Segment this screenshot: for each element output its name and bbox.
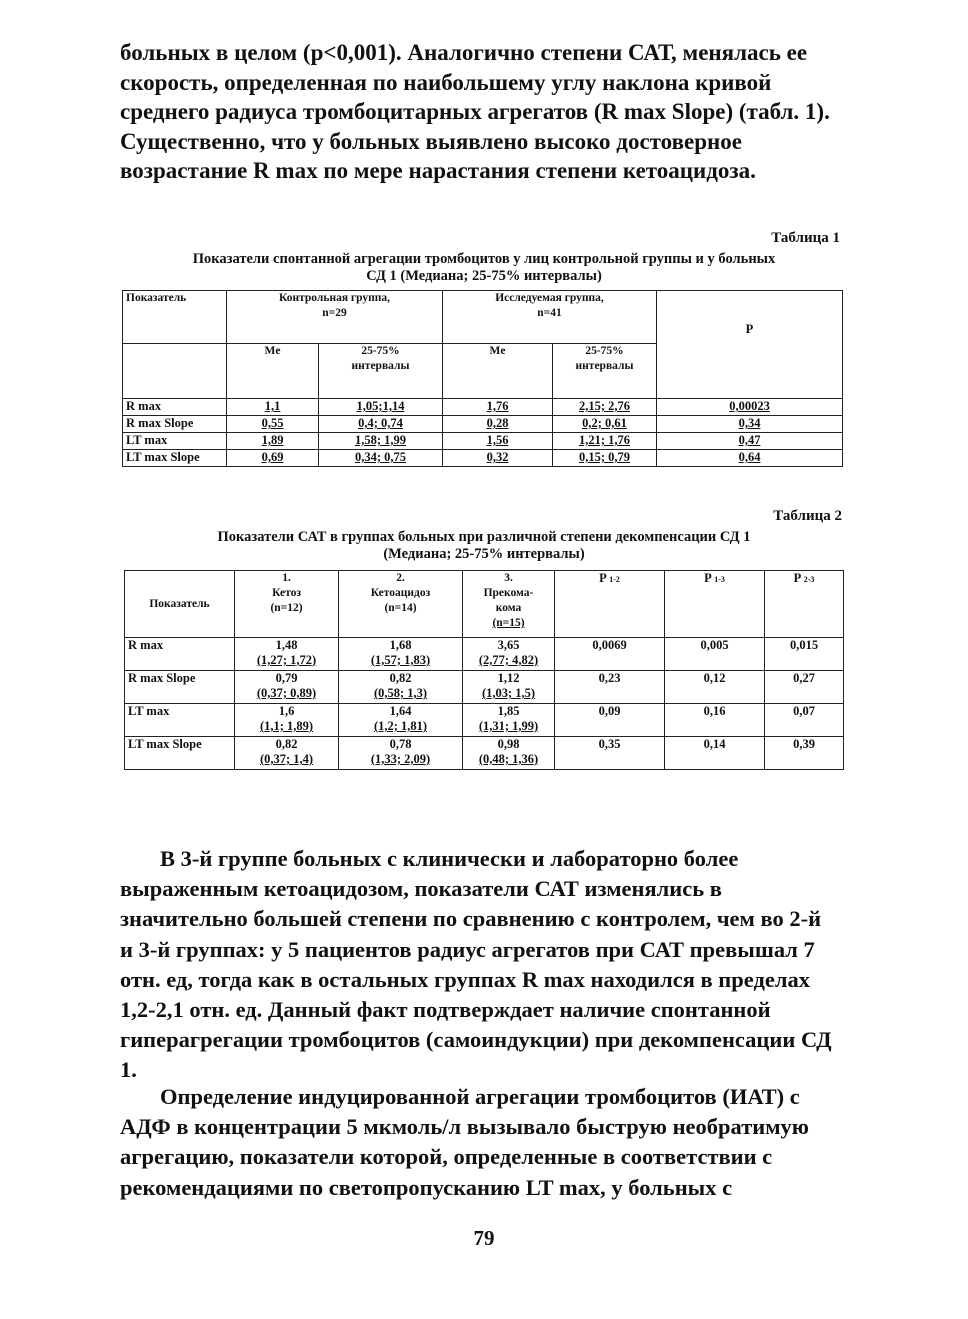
table-row <box>125 671 844 704</box>
row-label: LT max Slope <box>123 450 227 467</box>
body-paragraph <box>120 844 856 1086</box>
table-cell <box>339 638 463 671</box>
table-cell: 0,27 <box>765 671 844 704</box>
table-cell: 0,39 <box>765 737 844 770</box>
text-line: АДФ в концентрации 5 мкмоль/л вызывало быструю необратимую <box>120 1114 809 1140</box>
header-subscript: 2-3 <box>803 575 815 584</box>
cell-interval: (1,2; 1,81) <box>373 719 428 733</box>
row-label: LT max <box>125 704 235 737</box>
cell-median: 0,79 <box>275 671 298 685</box>
cell-median: 1,68 <box>389 638 412 652</box>
cell-interval: (2,77; 4,82) <box>478 653 539 667</box>
header-subscript: 1-2 <box>609 575 620 584</box>
text-line: среднего радиуса тромбоцитарных агрегатов (R max Slope) (табл. 1). <box>120 99 830 125</box>
cell-interval: (0,48; 1,36) <box>478 752 539 766</box>
cell-median: 1,6 <box>278 704 295 718</box>
table-cell <box>463 671 555 704</box>
table-cell: 1,1 <box>227 399 319 416</box>
table-row <box>123 450 843 467</box>
table-row <box>123 416 843 433</box>
table-cell: 0,28 <box>443 416 553 433</box>
header-text: Кетоз <box>272 587 301 599</box>
table-cell: 0,23 <box>555 671 665 704</box>
header-text: (n=12) <box>270 602 303 614</box>
table-cell: 0,34; 0,75 <box>319 450 443 467</box>
cell-median: 0,98 <box>497 737 520 751</box>
table-cell <box>463 638 555 671</box>
table-cell: 1,21; 1,76 <box>553 433 657 450</box>
table-cell <box>463 704 555 737</box>
page-number: 79 <box>473 1226 495 1250</box>
table-cell: 1,56 <box>443 433 553 450</box>
row-label: LT max <box>123 433 227 450</box>
header-text: Прекома- <box>483 587 534 599</box>
cell-interval: (0,37; 0,89) <box>256 686 317 700</box>
table-header-row <box>123 291 843 344</box>
text-line: гиперагрегации тромбоцитов (самоиндукции) при декомпенсации СД <box>120 1027 832 1053</box>
table-row <box>125 737 844 770</box>
table-cell <box>339 704 463 737</box>
caption-line: Показатели спонтанной агрегации тромбоцитов у лиц контрольной группы и у больных <box>192 251 776 267</box>
header-cell <box>665 571 765 638</box>
header-cell <box>555 571 665 638</box>
table-cell: 0,69 <box>227 450 319 467</box>
header-cell <box>319 344 443 399</box>
table-cell: 0,64 <box>657 450 843 467</box>
header-text: 25-75% <box>585 345 624 357</box>
row-label: R max <box>123 399 227 416</box>
text-line: выраженным кетоацидозом, показатели САТ изменялись в <box>120 876 722 902</box>
table-cell: 0,34 <box>657 416 843 433</box>
header-text: кома <box>495 602 522 614</box>
text-line: Определение индуцированной агрегации тромбоцитов (ИАТ) с <box>160 1084 800 1109</box>
text-line: 1,2-2,1 отн. ед. Данный факт подтверждает наличие спонтанной <box>120 997 771 1023</box>
header-cell <box>553 344 657 399</box>
header-text: 1. <box>282 572 291 584</box>
table1-caption <box>125 251 843 285</box>
table-cell: 0,16 <box>665 704 765 737</box>
cell-median: 0,82 <box>275 737 298 751</box>
caption-line: (Медиана; 25-75% интервалы) <box>383 546 585 562</box>
header-text: 25-75% <box>361 345 400 357</box>
cell-interval: (0,58; 1,3) <box>373 686 428 700</box>
header-text: Контрольная группа, <box>278 292 391 304</box>
row-label: R max <box>125 638 235 671</box>
text-line: рекомендациями по светопропусканию LT max, у больных с <box>120 1174 733 1200</box>
caption-line: Показатели САТ в группах больных при различной степени декомпенсации СД 1 <box>217 529 751 545</box>
table-cell <box>339 671 463 704</box>
header-cell <box>123 344 227 399</box>
cell-median: 0,78 <box>389 737 412 751</box>
table-cell <box>235 638 339 671</box>
cell-interval: (1,31; 1,99) <box>478 719 539 733</box>
table-cell: 0,55 <box>227 416 319 433</box>
table-row <box>125 638 844 671</box>
header-text: Кетоацидоз <box>370 587 431 599</box>
table-cell: 0,015 <box>765 638 844 671</box>
header-text: n=29 <box>322 307 347 319</box>
table-cell: 0,00023 <box>657 399 843 416</box>
header-text: P <box>704 571 712 585</box>
table-row <box>123 433 843 450</box>
table-cell <box>235 704 339 737</box>
header-text: 3. <box>504 572 513 584</box>
table-cell <box>339 737 463 770</box>
row-label: LT max Slope <box>125 737 235 770</box>
text-line: и 3-й группах: у 5 пациентов радиус агрегатов при САТ превышал 7 <box>120 936 815 962</box>
table-cell: 0,12 <box>665 671 765 704</box>
text-line: больных в целом (p<0,001). Аналогично степени САТ, менялась ее <box>120 40 808 65</box>
header-text: n=41 <box>537 307 562 319</box>
header-cell: Показатель <box>125 571 235 638</box>
table-header-row <box>125 571 844 638</box>
text-line: значительно большей степени по сравнению с контролем, чем во 2-й <box>120 906 822 932</box>
header-cell <box>339 571 463 638</box>
table-cell: 0,14 <box>665 737 765 770</box>
table-cell: 1,89 <box>227 433 319 450</box>
table-cell: 0,47 <box>657 433 843 450</box>
text-line: Существенно, что у больных выявлено высоко достоверное <box>120 128 742 154</box>
cell-interval: (1,03; 1,5) <box>481 686 536 700</box>
text-line: агрегацию, показатели которой, определенные в соответствии с <box>120 1144 773 1170</box>
header-cell <box>765 571 844 638</box>
table-cell: 0,005 <box>665 638 765 671</box>
cell-median: 1,64 <box>389 704 412 718</box>
cell-interval: (1,57; 1,83) <box>370 653 431 667</box>
table-cell: 1,76 <box>443 399 553 416</box>
table-row <box>125 704 844 737</box>
header-cell: P <box>657 291 843 399</box>
table-cell: 1,05;1,14 <box>319 399 443 416</box>
cell-interval: (1,1; 1,89) <box>259 719 314 733</box>
body-paragraph <box>120 1082 856 1203</box>
header-cell <box>463 571 555 638</box>
table-cell: 0,32 <box>443 450 553 467</box>
table-cell: 0,35 <box>555 737 665 770</box>
text-line: 1. <box>120 1057 137 1083</box>
table-cell: 2,15; 2,76 <box>553 399 657 416</box>
header-text: Исследуемая группа, <box>495 292 604 304</box>
header-text: интервалы <box>351 360 410 372</box>
table-cell: 0,0069 <box>555 638 665 671</box>
text-line: В 3-й группе больных с клинически и лабораторно более <box>160 846 739 871</box>
cell-median: 1,12 <box>497 671 520 685</box>
text-line: скорость, определенная по наибольшему углу наклона кривой <box>120 69 772 95</box>
text-line: отн. ед, тогда как в остальных группах R max находился в пределах <box>120 966 810 992</box>
header-cell <box>235 571 339 638</box>
table-cell <box>235 737 339 770</box>
cell-median: 3,65 <box>497 638 520 652</box>
table1 <box>122 290 843 467</box>
table1-label: Таблица 1 <box>771 230 840 246</box>
header-text: P <box>599 571 607 585</box>
table-cell: 0,2; 0,61 <box>553 416 657 433</box>
table-cell: 0,4; 0,74 <box>319 416 443 433</box>
text-line: возрастание R max по мере нарастания степени кетоацидоза. <box>120 158 756 184</box>
header-cell <box>227 291 443 344</box>
table-cell: 1,58; 1,99 <box>319 433 443 450</box>
cell-interval: (1,27; 1,72) <box>256 653 317 667</box>
row-label: R max Slope <box>123 416 227 433</box>
intro-paragraph <box>120 38 848 186</box>
header-cell: Me <box>443 344 553 399</box>
table2 <box>124 570 844 770</box>
cell-median: 1,85 <box>497 704 520 718</box>
row-label: R max Slope <box>125 671 235 704</box>
header-cell: Me <box>227 344 319 399</box>
header-cell: Показатель <box>123 291 227 344</box>
table-cell: 0,15; 0,79 <box>553 450 657 467</box>
header-text: (n=15) <box>492 617 525 629</box>
table2-caption <box>125 529 843 563</box>
cell-median: 1,48 <box>275 638 298 652</box>
header-text: 2. <box>396 572 405 584</box>
table2-label: Таблица 2 <box>773 508 842 524</box>
cell-interval: (1,33; 2,09) <box>370 752 431 766</box>
table-cell: 0,07 <box>765 704 844 737</box>
table-cell: 0,09 <box>555 704 665 737</box>
table-cell <box>463 737 555 770</box>
header-text: интервалы <box>575 360 634 372</box>
table-row <box>123 399 843 416</box>
header-cell <box>443 291 657 344</box>
header-text: P <box>793 571 801 585</box>
table-cell <box>235 671 339 704</box>
caption-line: СД 1 (Медиана; 25-75% интервалы) <box>366 268 602 284</box>
cell-interval: (0,37; 1,4) <box>259 752 314 766</box>
cell-median: 0,82 <box>389 671 412 685</box>
header-subscript: 1-3 <box>714 575 725 584</box>
header-text: (n=14) <box>384 602 417 614</box>
